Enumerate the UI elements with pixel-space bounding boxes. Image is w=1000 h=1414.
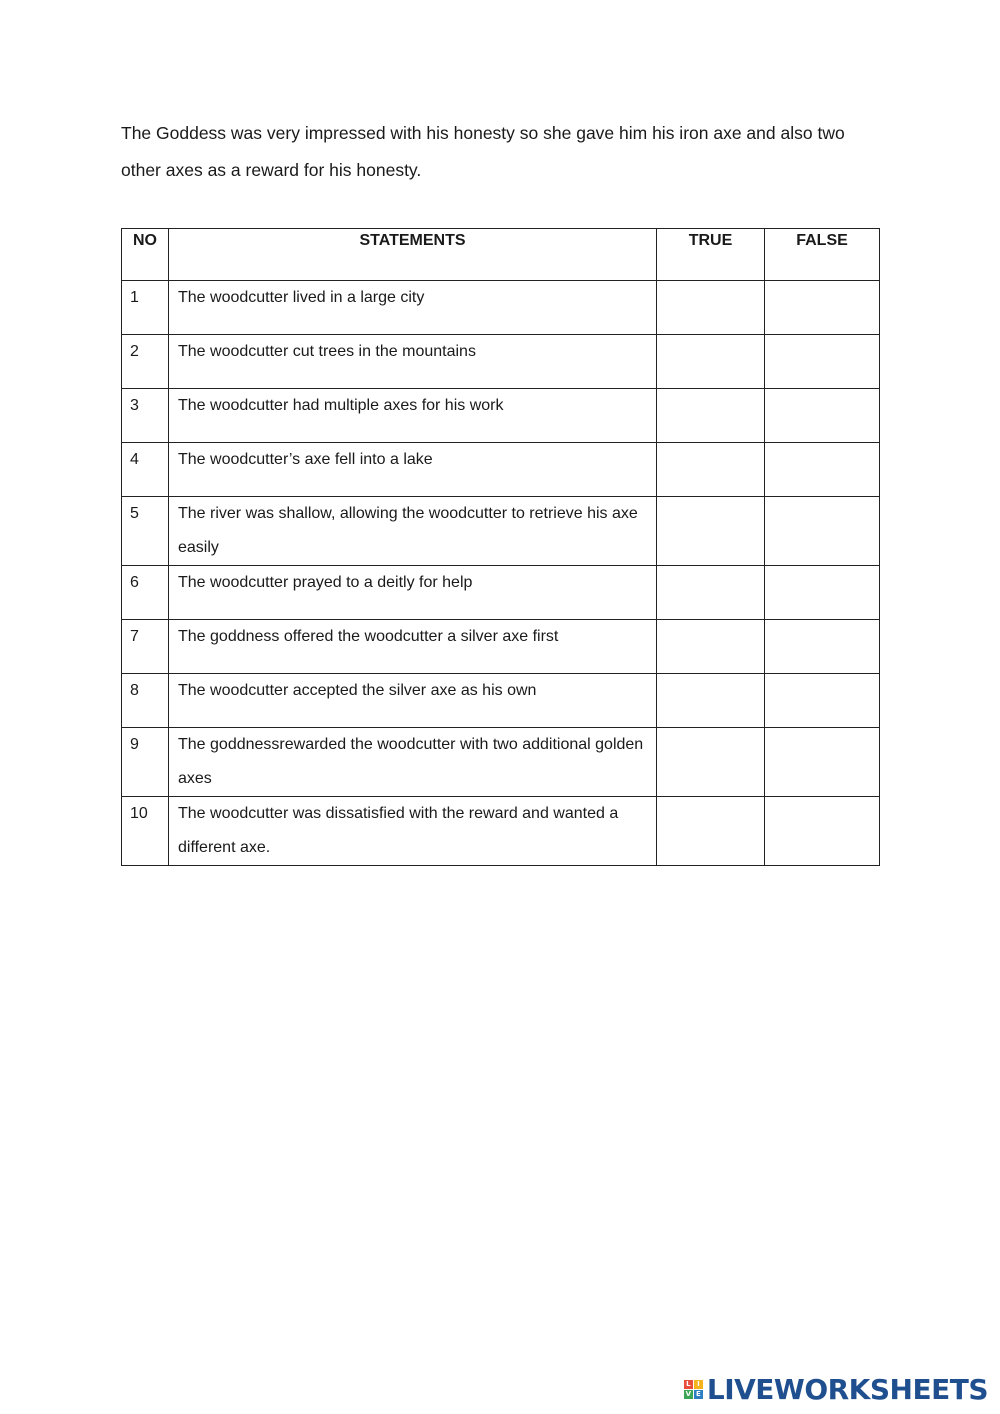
header-statements: STATEMENTS — [169, 229, 657, 281]
false-answer-cell[interactable] — [765, 620, 880, 674]
false-answer-cell[interactable] — [765, 335, 880, 389]
row-number: 9 — [122, 728, 169, 797]
table-row — [122, 566, 880, 620]
true-answer-cell[interactable] — [657, 566, 765, 620]
row-statement: The river was shallow, allowing the woodcutter to retrieve his axe easily — [169, 497, 657, 566]
liveworksheets-logo-icon: L I V E — [684, 1380, 703, 1399]
row-number: 3 — [122, 389, 169, 443]
header-no: NO — [122, 229, 169, 281]
row-statement: The woodcutter had multiple axes for his work — [169, 389, 657, 443]
row-statement: The woodcutter lived in a large city — [169, 281, 657, 335]
row-statement: The woodcutter was dissatisfied with the reward and wanted a different axe. — [169, 797, 657, 866]
row-number: 10 — [122, 797, 169, 866]
true-answer-cell[interactable] — [657, 797, 765, 866]
table-row — [122, 620, 880, 674]
row-number: 5 — [122, 497, 169, 566]
row-statement: The woodcutter cut trees in the mountains — [169, 335, 657, 389]
table-row — [122, 728, 880, 797]
false-answer-cell[interactable] — [765, 389, 880, 443]
false-answer-cell[interactable] — [765, 566, 880, 620]
true-answer-cell[interactable] — [657, 620, 765, 674]
table-row — [122, 389, 880, 443]
true-answer-cell[interactable] — [657, 728, 765, 797]
header-false: FALSE — [765, 229, 880, 281]
header-true: TRUE — [657, 229, 765, 281]
false-answer-cell[interactable] — [765, 674, 880, 728]
table-row — [122, 335, 880, 389]
table-row — [122, 443, 880, 497]
table-row — [122, 281, 880, 335]
false-answer-cell[interactable] — [765, 797, 880, 866]
row-number: 1 — [122, 281, 169, 335]
row-statement: The woodcutter’s axe fell into a lake — [169, 443, 657, 497]
brand-wordmark: LIVEWORKSHEETS — [706, 1373, 988, 1406]
table-row — [122, 797, 880, 866]
table-header-row — [122, 229, 880, 281]
true-answer-cell[interactable] — [657, 497, 765, 566]
row-statement: The goddnessrewarded the woodcutter with two additional golden axes — [169, 728, 657, 797]
row-statement: The goddness offered the woodcutter a silver axe first — [169, 620, 657, 674]
row-number: 4 — [122, 443, 169, 497]
false-answer-cell[interactable] — [765, 443, 880, 497]
false-answer-cell[interactable] — [765, 497, 880, 566]
row-number: 6 — [122, 566, 169, 620]
row-statement: The woodcutter accepted the silver axe as his own — [169, 674, 657, 728]
true-answer-cell[interactable] — [657, 389, 765, 443]
row-number: 7 — [122, 620, 169, 674]
row-number: 2 — [122, 335, 169, 389]
table-row — [122, 497, 880, 566]
true-false-table — [121, 228, 880, 866]
true-answer-cell[interactable] — [657, 335, 765, 389]
liveworksheets-brand — [684, 1373, 988, 1406]
table-row — [122, 674, 880, 728]
false-answer-cell[interactable] — [765, 728, 880, 797]
false-answer-cell[interactable] — [765, 281, 880, 335]
row-number: 8 — [122, 674, 169, 728]
true-answer-cell[interactable] — [657, 674, 765, 728]
intro-paragraph: The Goddess was very impressed with his honesty so she gave him his iron axe and also two other axes as a reward for his honesty. — [121, 123, 845, 180]
true-answer-cell[interactable] — [657, 443, 765, 497]
row-statement: The woodcutter prayed to a deitly for help — [169, 566, 657, 620]
true-answer-cell[interactable] — [657, 281, 765, 335]
